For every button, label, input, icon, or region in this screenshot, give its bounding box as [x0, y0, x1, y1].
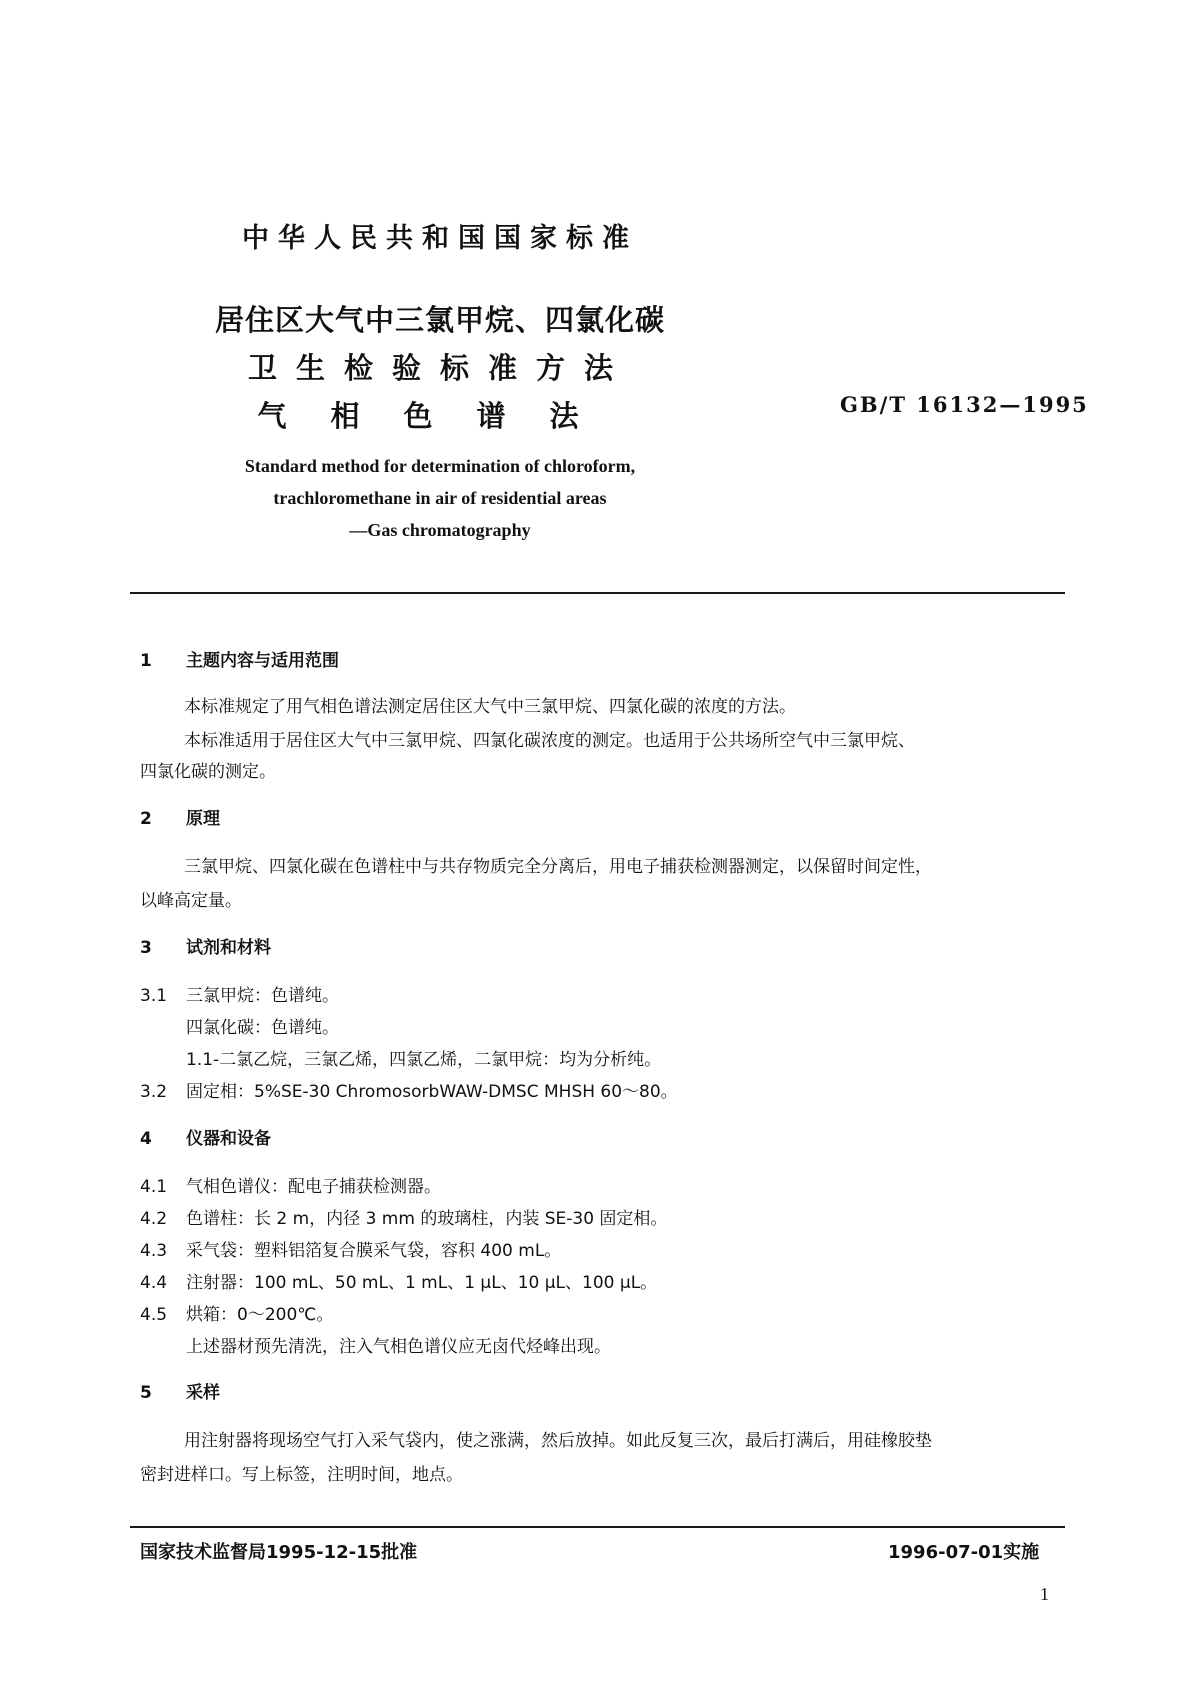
item-text: 注射器：100 mL、50 mL、1 mL、1 μL、10 μL、100 μL。 [186, 1273, 658, 1293]
item-number: 4.2 [140, 1209, 168, 1229]
section-number: 2 [140, 809, 152, 829]
section-number: 3 [140, 938, 152, 958]
paragraph-continuation: 四氯化碳的测定。 [140, 762, 276, 782]
section-4-heading [140, 1124, 271, 1149]
list-item-4-4 [140, 1268, 657, 1293]
header-divider [130, 592, 1065, 594]
section-5-heading [140, 1378, 220, 1403]
list-item-4-2 [140, 1204, 667, 1229]
item-number: 4.5 [140, 1305, 168, 1325]
item-number: 4.1 [140, 1177, 168, 1197]
list-item-3-1 [140, 981, 339, 1006]
section-title: 仪器和设备 [186, 1129, 271, 1149]
paragraph-continuation: 以峰高定量。 [140, 891, 242, 911]
section-3-heading [140, 933, 271, 958]
list-item-4-1 [140, 1172, 441, 1197]
list-item-4-5 [140, 1300, 333, 1325]
footer-divider [130, 1526, 1065, 1528]
item-number: 3.1 [140, 986, 168, 1006]
standard-code: GB/T 16132—1995 [840, 392, 1089, 417]
item-number: 4.3 [140, 1241, 168, 1261]
item-text: 色谱柱：长 2 m，内径 3 mm 的玻璃柱，内装 SE-30 固定相。 [186, 1209, 668, 1229]
item-number: 3.2 [140, 1082, 168, 1102]
section-1-heading [140, 646, 339, 671]
national-standard-heading: 中华人民共和国国家标准 [242, 223, 638, 254]
list-item-3-2 [140, 1077, 678, 1102]
effective-date: 1996-07-01实施 [888, 1542, 1040, 1563]
section-title: 主题内容与适用范围 [186, 651, 339, 671]
list-item-text: 1.1-二氯乙烷，三氯乙烯，四氯乙烯，二氯甲烷：均为分析纯。 [186, 1050, 662, 1070]
paragraph: 三氯甲烷、四氯化碳在色谱柱中与共存物质完全分离后，用电子捕获检测器测定，以保留时间定性， [184, 857, 932, 877]
item-text: 采气袋：塑料铝箔复合膜采气袋，容积 400 mL。 [186, 1241, 562, 1261]
section-title: 采样 [186, 1383, 220, 1403]
paragraph-continuation: 密封进样口。写上标签，注明时间，地点。 [140, 1465, 463, 1485]
section-2-heading [140, 804, 220, 829]
approval-statement: 国家技术监督局1995-12-15批准 [140, 1542, 418, 1563]
page-number: 1 [1040, 1584, 1049, 1604]
section-title: 原理 [186, 809, 220, 829]
section-number: 4 [140, 1129, 152, 1149]
title-line-2: 卫生检验标准方法 [247, 351, 632, 385]
section-title: 试剂和材料 [186, 938, 271, 958]
title-line-1: 居住区大气中三氯甲烷、四氯化碳 [214, 303, 665, 337]
item-text: 气相色谱仪：配电子捕获检测器。 [186, 1177, 441, 1197]
title-line-3: 气相色谱法 [257, 399, 623, 433]
list-item-4-3 [140, 1236, 561, 1261]
item-text: 固定相：5%SE-30 ChromosorbWAW-DMSC MHSH 60～80。 [186, 1082, 678, 1102]
paragraph: 本标准规定了用气相色谱法测定居住区大气中三氯甲烷、四氯化碳的浓度的方法。 [184, 697, 796, 717]
paragraph: 用注射器将现场空气打入采气袋内，使之涨满，然后放掉。如此反复三次，最后打满后，用硅橡胶垫 [184, 1431, 932, 1451]
section-number: 5 [140, 1383, 152, 1403]
english-title-line-3: —Gas chromatography [349, 520, 531, 540]
note-text: 上述器材预先清洗，注入气相色谱仪应无卤代烃峰出现。 [186, 1337, 611, 1357]
english-title-line-1: Standard method for determination of chloroform, [244, 456, 636, 476]
item-number: 4.4 [140, 1273, 168, 1293]
item-text: 三氯甲烷：色谱纯。 [186, 986, 339, 1006]
paragraph: 本标准适用于居住区大气中三氯甲烷、四氯化碳浓度的测定。也适用于公共场所空气中三氯甲烷、 [184, 731, 915, 751]
list-item-text: 四氯化碳：色谱纯。 [186, 1018, 339, 1038]
english-title-line-2: trachloromethane in air of residential areas [273, 488, 607, 508]
item-text: 烘箱：0～200℃。 [186, 1305, 334, 1325]
section-number: 1 [140, 651, 152, 671]
